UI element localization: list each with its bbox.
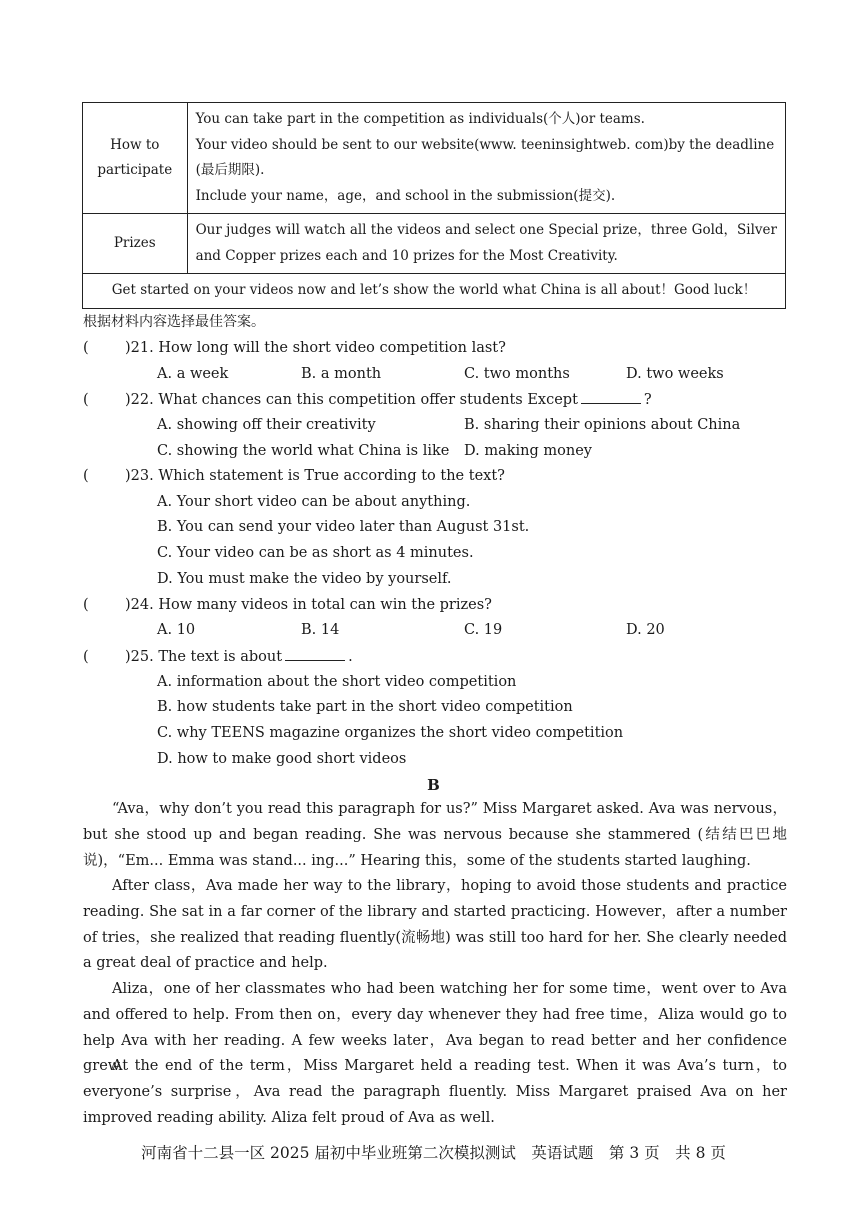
question-stem-end: . <box>348 649 353 665</box>
table-line: Our judges will watch all the videos and select one Special prize，three Gold，Silver <box>195 222 777 238</box>
option-d: D. how to make good short videos <box>157 751 407 767</box>
option-c: C. why TEENS magazine organizes the short video competition <box>157 725 624 741</box>
question-22 <box>83 389 652 410</box>
question-stem: )21. How long will the short video competition last? <box>125 340 506 356</box>
option-a: A. a week <box>157 366 229 382</box>
table-line: and Copper prizes each and 10 prizes for the Most Creativity. <box>195 247 618 264</box>
table-line: Your video should be sent to our website(www. teeninsightweb. com)by the deadline <box>195 136 775 153</box>
passage-paragraph: Aliza，one of her classmates who had been watching her for some time，went over to Ava and offered to help. From then on，every day whenever they had free time，Aliza would go to help Ava with her reading. A few weeks later，Ava began to read better and her confidence grew. <box>83 981 787 1075</box>
answer-blank <box>581 389 641 404</box>
question-25 <box>83 646 353 667</box>
option-a: A. information about the short video competition <box>157 674 517 690</box>
question-stem: )22. What chances can this competition offer students Except <box>125 392 578 408</box>
table-row <box>83 214 786 274</box>
option-d: D. two weeks <box>626 366 724 382</box>
answer-paren[interactable]: ( <box>83 468 89 484</box>
table-row <box>83 103 786 214</box>
table-line: You can take part in the competition as individuals(个人)or teams. <box>195 111 645 127</box>
question-24 <box>83 595 492 615</box>
answer-paren[interactable]: ( <box>83 597 89 613</box>
passage-paragraph: “Ava，why don’t you read this paragraph for us?” Miss Margaret asked. Ava was nervous，but she stood up and began reading. She was nervous because she stammered (结结巴巴地说)，“Em... Emma was stand... ing...” Hearing this，some of the students started laughing. <box>83 801 787 869</box>
table-row <box>83 274 786 309</box>
row-content-how-to-participate <box>187 103 785 214</box>
page-footer: 河南省十二县一区 2025 届初中毕业班第二次模拟测试 英语试题 第 3 页 共 8 页 <box>141 1144 726 1162</box>
option-b: B. how students take part in the short video competition <box>157 699 573 715</box>
option-c: C. two months <box>464 366 570 382</box>
option-d: D. making money <box>464 443 592 459</box>
row-content-prizes <box>187 214 785 274</box>
passage-paragraph: At the end of the term，Miss Margaret held a reading test. When it was Ava’s turn，to everyone’s surprise，Ava read the paragraph fluently. Miss Margaret praised Ava on her improved reading ability. Aliza felt proud of Ava as well. <box>83 1058 788 1126</box>
row-label-prizes: Prizes <box>83 214 188 274</box>
option-a: A. showing off their creativity <box>157 417 376 433</box>
option-d: D. 20 <box>626 622 665 638</box>
question-stem-end: ? <box>643 392 652 408</box>
row-label-how-to-participate: How to participate <box>83 103 188 214</box>
competition-info-table <box>82 102 786 309</box>
answer-paren[interactable]: ( <box>83 340 89 356</box>
option-b: B. You can send your video later than August 31st. <box>157 519 530 535</box>
question-stem: )23. Which statement is True according to the text? <box>125 468 505 484</box>
question-stem: )24. How many videos in total can win the prizes? <box>125 597 492 613</box>
option-c: C. Your video can be as short as 4 minutes. <box>157 545 474 561</box>
question-21 <box>83 338 506 358</box>
table-line: (最后期限). <box>195 162 265 178</box>
answer-paren[interactable]: ( <box>83 392 89 408</box>
option-c: C. 19 <box>464 622 503 638</box>
option-b: B. sharing their opinions about China <box>464 417 741 433</box>
answer-blank <box>285 646 345 661</box>
option-b: B. a month <box>301 366 382 382</box>
option-b: B. 14 <box>301 622 340 638</box>
option-a: A. Your short video can be about anything. <box>157 494 471 510</box>
table-footer-text: Get started on your videos now and let’s show the world what China is all about！Good luck！ <box>83 274 786 309</box>
question-23 <box>83 466 505 486</box>
answer-paren[interactable]: ( <box>83 649 89 665</box>
passage-paragraph: After class，Ava made her way to the library，hoping to avoid those students and practice reading. She sat in a far corner of the library and started practicing. However，after a number of tries，she realized that reading fluently(流畅地) was still too hard for her. She clearly needed a great deal of practice and help. <box>83 878 787 972</box>
option-c: C. showing the world what China is like <box>157 443 450 459</box>
option-d: D. You must make the video by yourself. <box>157 571 452 587</box>
instruction-text: 根据材料内容选择最佳答案。 <box>83 314 265 330</box>
section-heading: B <box>427 776 440 794</box>
table-line: Include your name，age，and school in the submission(提交). <box>195 187 616 204</box>
option-a: A. 10 <box>157 622 196 638</box>
question-stem: )25. The text is about <box>125 649 283 665</box>
